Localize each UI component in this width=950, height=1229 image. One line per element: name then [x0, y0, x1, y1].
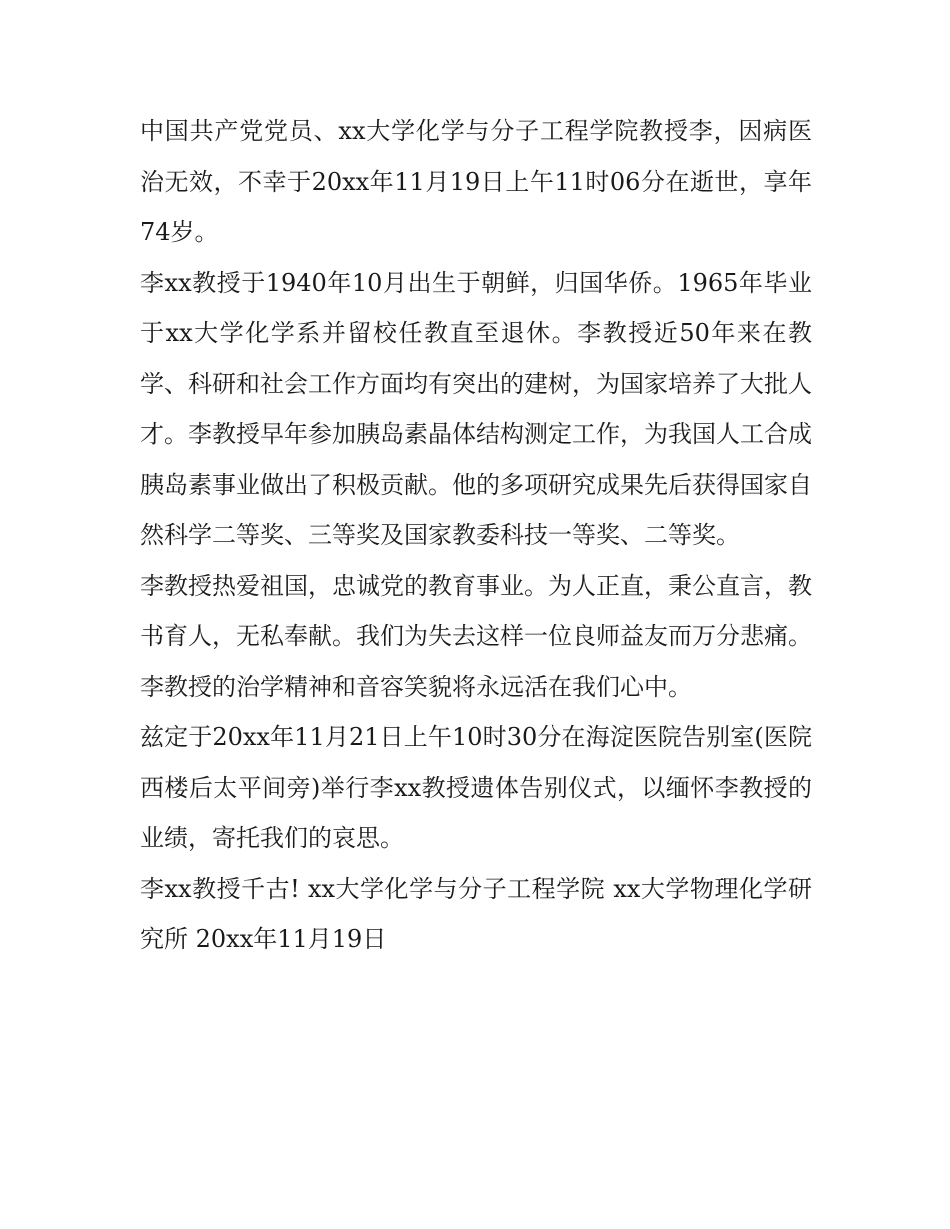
document-body — [140, 106, 812, 965]
paragraph-biography: 李xx教授于1940年10月出生于朝鲜，归国华侨。1965年毕业于xx大学化学系并留校任教直至退休。李教授近50年来在教学、科研和社会工作方面均有突出的建树，为国家培养了大批人才。李教授早年参加胰岛素晶体结构测定工作，为我国人工合成胰岛素事业做出了积极贡献。他的多项研究成果先后获得国家自然科学二等奖、三等奖及国家教委科技一等奖、二等奖。 — [140, 268, 812, 549]
paragraph-funeral-notice: 兹定于20xx年11月21日上午10时30分在海淀医院告别室(医院西楼后太平间旁)举行李xx教授遗体告别仪式，以缅怀李教授的业绩，寄托我们的哀思。 — [140, 723, 812, 852]
paragraph-signature: 李xx教授千古! xx大学化学与分子工程学院 xx大学物理化学研究所 20xx年11月19日 — [140, 874, 812, 953]
paragraph-tribute: 李教授热爱祖国，忠诚党的教育事业。为人正直，秉公直言，教书育人，无私奉献。我们为失去这样一位良师益友而万分悲痛。李教授的治学精神和音容笑貌将永远活在我们心中。 — [140, 571, 812, 701]
paragraph-obituary-announcement: 中国共产党党员、xx大学化学与分子工程学院教授李，因病医治无效，不幸于20xx年11月19日上午11时06分在逝世，享年74岁。 — [140, 117, 812, 246]
